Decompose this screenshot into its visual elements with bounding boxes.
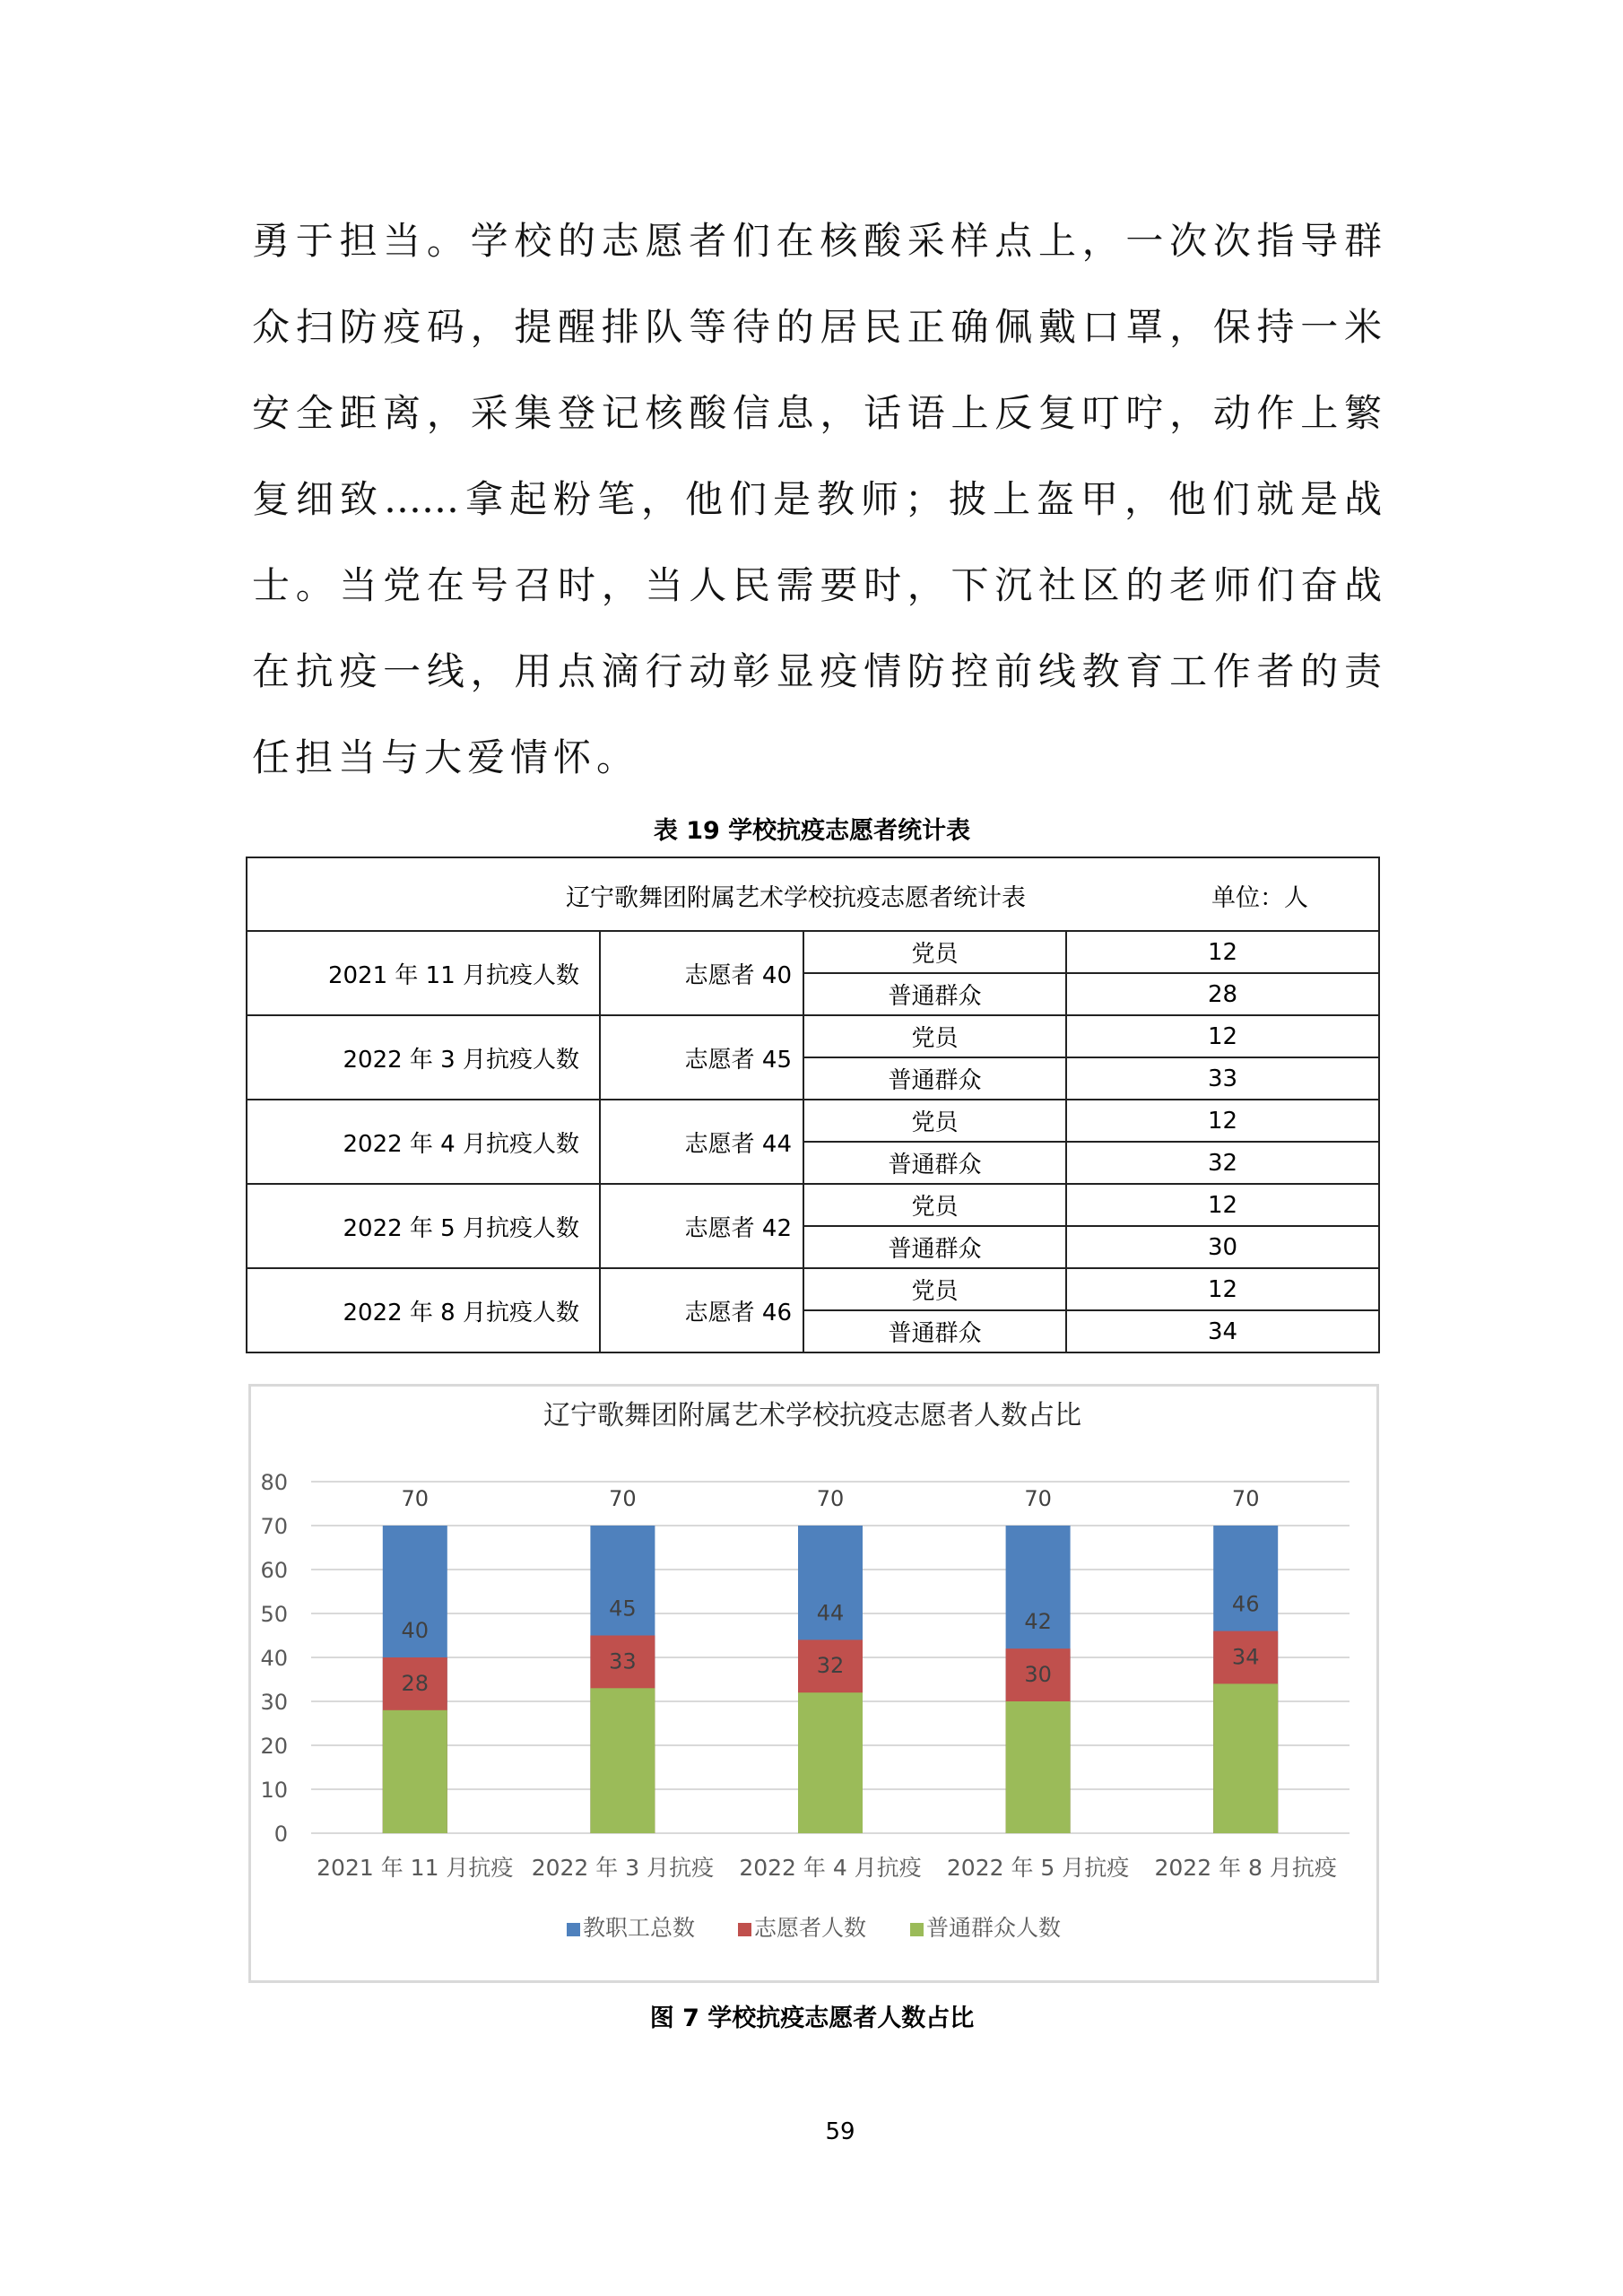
value-cell: 33 (1066, 1057, 1379, 1100)
chart-title: 辽宁歌舞团附属艺术学校抗疫志愿者人数占比 (543, 1400, 1081, 1431)
data-label: 34 (1231, 1644, 1260, 1670)
value-cell: 12 (1066, 1184, 1379, 1226)
data-label: 28 (401, 1670, 430, 1696)
x-tick-label: 2022 年 5 月抗疫 (946, 1855, 1130, 1881)
volunteer-count-cell: 志愿者 42 (600, 1184, 803, 1268)
category-cell: 党员 (803, 1015, 1066, 1057)
legend-swatch-icon (910, 1923, 924, 1936)
value-cell: 30 (1066, 1226, 1379, 1268)
legend-label: 教职工总数 (583, 1915, 696, 1941)
value-cell: 34 (1066, 1310, 1379, 1352)
period-cell: 2022 年 4 月抗疫人数 (247, 1100, 600, 1184)
bar (590, 1688, 655, 1833)
value-cell: 28 (1066, 973, 1379, 1015)
paragraph-line: 在抗疫一线，用点滴行动彰显疫情防控前线教育工作者的责 (252, 649, 1382, 693)
data-label: 45 (609, 1596, 637, 1622)
page-number: 59 (825, 2118, 855, 2145)
table-header-row (247, 857, 1379, 931)
period-cell: 2022 年 3 月抗疫人数 (247, 1015, 600, 1100)
table-title: 辽宁歌舞团附属艺术学校抗疫志愿者统计表 (566, 884, 1026, 912)
legend-swatch-icon (567, 1923, 580, 1936)
data-label: 70 (816, 1486, 845, 1511)
category-cell: 党员 (803, 1268, 1066, 1310)
volunteer-count-cell: 志愿者 46 (600, 1268, 803, 1352)
paragraph-line: 复细致……拿起粉笔，他们是教师；披上盔甲，他们就是战 (252, 477, 1382, 521)
x-tick-label: 2021 年 11 月抗疫 (317, 1855, 514, 1881)
data-label: 32 (816, 1653, 845, 1679)
volunteer-stats-table (246, 857, 1380, 1353)
data-label: 70 (1024, 1486, 1052, 1511)
data-label: 30 (1024, 1662, 1052, 1687)
bar (1213, 1683, 1278, 1833)
y-tick-label: 20 (260, 1734, 288, 1759)
data-label: 33 (609, 1648, 637, 1674)
data-label: 70 (401, 1486, 430, 1511)
category-cell: 普通群众 (803, 1310, 1066, 1352)
x-tick-label: 2022 年 8 月抗疫 (1154, 1855, 1337, 1881)
period-cell: 2021 年 11 月抗疫人数 (247, 931, 600, 1015)
paragraph-line: 士。当党在号召时，当人民需要时，下沉社区的老师们奋战 (252, 563, 1382, 607)
paragraph-line: 任担当与大爱情怀。 (252, 735, 640, 779)
legend-label: 志愿者人数 (754, 1915, 867, 1941)
legend-swatch-icon (738, 1923, 751, 1936)
category-cell: 党员 (803, 931, 1066, 973)
table-row (247, 1268, 1379, 1310)
table-row (247, 1015, 1379, 1057)
bar-chart (251, 1387, 1376, 1980)
y-tick-label: 0 (273, 1822, 288, 1847)
x-tick-label: 2022 年 4 月抗疫 (739, 1855, 922, 1881)
data-label: 70 (1231, 1486, 1260, 1511)
y-tick-label: 40 (260, 1646, 288, 1671)
table-row (247, 1100, 1379, 1142)
data-label: 40 (401, 1618, 430, 1643)
table-row (247, 931, 1379, 973)
period-cell: 2022 年 8 月抗疫人数 (247, 1268, 600, 1352)
y-tick-label: 70 (260, 1514, 288, 1539)
y-tick-label: 10 (260, 1778, 288, 1803)
period-cell: 2022 年 5 月抗疫人数 (247, 1184, 600, 1268)
y-tick-label: 80 (260, 1470, 288, 1495)
volunteer-count-cell: 志愿者 44 (600, 1100, 803, 1184)
x-tick-label: 2022 年 3 月抗疫 (531, 1855, 715, 1881)
table-unit: 单位：人 (1211, 884, 1308, 912)
paragraph-line: 安全距离，采集登记核酸信息，话语上反复叮咛，动作上繁 (252, 391, 1382, 435)
category-cell: 普通群众 (803, 1057, 1066, 1100)
table-row (247, 1184, 1379, 1226)
volunteer-count-cell: 志愿者 40 (600, 931, 803, 1015)
chart-container (248, 1384, 1379, 1983)
data-label: 46 (1231, 1591, 1260, 1617)
value-cell: 12 (1066, 931, 1379, 973)
volunteer-count-cell: 志愿者 45 (600, 1015, 803, 1100)
value-cell: 12 (1066, 1015, 1379, 1057)
category-cell: 普通群众 (803, 973, 1066, 1015)
category-cell: 党员 (803, 1184, 1066, 1226)
value-cell: 32 (1066, 1142, 1379, 1184)
y-tick-label: 30 (260, 1690, 288, 1715)
value-cell: 12 (1066, 1268, 1379, 1310)
category-cell: 普通群众 (803, 1142, 1066, 1184)
figure-caption: 图 7 学校抗疫志愿者人数占比 (649, 2005, 975, 2032)
legend-label: 普通群众人数 (926, 1915, 1062, 1941)
bar (1006, 1701, 1071, 1833)
y-tick-label: 60 (260, 1558, 288, 1583)
category-cell: 党员 (803, 1100, 1066, 1142)
category-cell: 普通群众 (803, 1226, 1066, 1268)
bar (798, 1692, 863, 1833)
bar (383, 1710, 447, 1833)
table-caption: 表 19 学校抗疫志愿者统计表 (653, 817, 971, 845)
data-label: 44 (816, 1600, 845, 1626)
value-cell: 12 (1066, 1100, 1379, 1142)
table-header-cell (247, 857, 1379, 931)
data-label: 70 (609, 1486, 637, 1511)
y-tick-label: 50 (260, 1602, 288, 1627)
body-paragraph (252, 215, 1382, 818)
paragraph-line: 勇于担当。学校的志愿者们在核酸采样点上，一次次指导群 (252, 219, 1382, 263)
data-label: 42 (1024, 1609, 1052, 1635)
paragraph-line: 众扫防疫码，提醒排队等待的居民正确佩戴口罩，保持一米 (252, 305, 1382, 349)
